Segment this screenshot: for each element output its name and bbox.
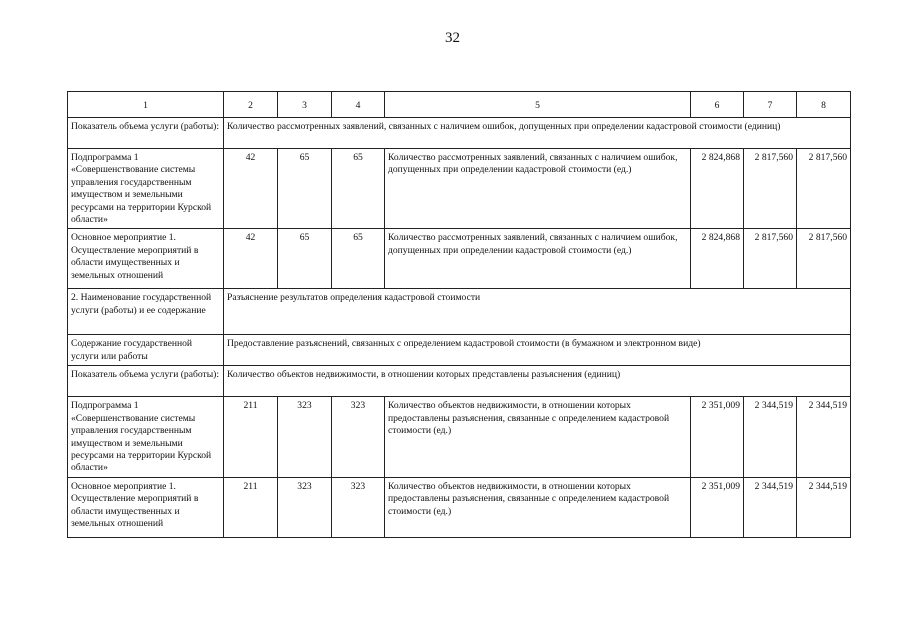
column-number-6: 6 <box>691 92 744 118</box>
cell-col-6: 2 824,868 <box>691 149 744 229</box>
column-number-row <box>68 92 851 118</box>
column-number-4: 4 <box>332 92 385 118</box>
row-merged-text: Разъяснение результатов определения кадастровой стоимости <box>224 289 851 335</box>
cell-col-3: 65 <box>278 229 332 289</box>
cell-col-8: 2 344,519 <box>797 477 851 537</box>
table-row-indicator-volume-2 <box>68 366 851 397</box>
row-label: 2. Наименование государственной услуги (работы) и ее содержание <box>68 289 224 335</box>
row-merged-text: Количество рассмотренных заявлений, связанных с наличием ошибок, допущенных при определении кадастровой стоимости (единиц) <box>224 118 851 149</box>
table-row-subprogram-2 <box>68 397 851 477</box>
column-number-2: 2 <box>224 92 278 118</box>
cell-col-3: 65 <box>278 149 332 229</box>
cell-col-7: 2 344,519 <box>744 397 797 477</box>
page-number: 32 <box>445 30 460 46</box>
row-label: Подпрограмма 1 «Совершенствование системы управления государственным имуществом и земельными ресурсами на территории Курской области» <box>68 149 224 229</box>
cell-col-4: 323 <box>332 477 385 537</box>
row-merged-text: Количество объектов недвижимости, в отношении которых представлены разъяснения (единиц) <box>224 366 851 397</box>
cell-col-7: 2 817,560 <box>744 149 797 229</box>
cell-col-2: 42 <box>224 229 278 289</box>
cell-col-8: 2 344,519 <box>797 397 851 477</box>
cell-col-2: 211 <box>224 477 278 537</box>
column-number-8: 8 <box>797 92 851 118</box>
table-row-service-content <box>68 335 851 366</box>
cell-col-5: Количество объектов недвижимости, в отношении которых предоставлены разъяснения, связанные с определением кадастровой стоимости (ед.) <box>385 397 691 477</box>
cell-col-2: 42 <box>224 149 278 229</box>
cell-col-6: 2 824,868 <box>691 229 744 289</box>
service-indicators-table <box>67 91 851 538</box>
table-row-service-name-2 <box>68 289 851 335</box>
cell-col-5: Количество рассмотренных заявлений, связанных с наличием ошибок, допущенных при определении кадастровой стоимости (ед.) <box>385 149 691 229</box>
column-number-7: 7 <box>744 92 797 118</box>
cell-col-7: 2 817,560 <box>744 229 797 289</box>
table-row-indicator-volume-1 <box>68 118 851 149</box>
column-number-1: 1 <box>68 92 224 118</box>
table-row-subprogram-1 <box>68 149 851 229</box>
cell-col-4: 65 <box>332 229 385 289</box>
cell-col-7: 2 344,519 <box>744 477 797 537</box>
cell-col-5: Количество рассмотренных заявлений, связанных с наличием ошибок, допущенных при определении кадастровой стоимости (ед.) <box>385 229 691 289</box>
row-label: Показатель объема услуги (работы): <box>68 366 224 397</box>
cell-col-5: Количество объектов недвижимости, в отношении которых предоставлены разъяснения, связанные с определением кадастровой стоимости (ед.) <box>385 477 691 537</box>
row-label: Основное мероприятие 1. Осуществление мероприятий в области имущественных и земельных отношений <box>68 477 224 537</box>
cell-col-6: 2 351,009 <box>691 397 744 477</box>
row-label: Показатель объема услуги (работы): <box>68 118 224 149</box>
cell-col-2: 211 <box>224 397 278 477</box>
column-number-5: 5 <box>385 92 691 118</box>
cell-col-3: 323 <box>278 397 332 477</box>
cell-col-3: 323 <box>278 477 332 537</box>
cell-col-8: 2 817,560 <box>797 149 851 229</box>
row-merged-text: Предоставление разъяснений, связанных с определением кадастровой стоимости (в бумажном и электронном виде) <box>224 335 851 366</box>
row-label: Основное мероприятие 1. Осуществление мероприятий в области имущественных и земельных отношений <box>68 229 224 289</box>
cell-col-4: 65 <box>332 149 385 229</box>
row-label: Содержание государственной услуги или работы <box>68 335 224 366</box>
cell-col-8: 2 817,560 <box>797 229 851 289</box>
cell-col-6: 2 351,009 <box>691 477 744 537</box>
row-label: Подпрограмма 1 «Совершенствование системы управления государственным имуществом и земельными ресурсами на территории Курской области» <box>68 397 224 477</box>
table-row-main-event-2 <box>68 477 851 537</box>
column-number-3: 3 <box>278 92 332 118</box>
table-row-main-event-1 <box>68 229 851 289</box>
cell-col-4: 323 <box>332 397 385 477</box>
